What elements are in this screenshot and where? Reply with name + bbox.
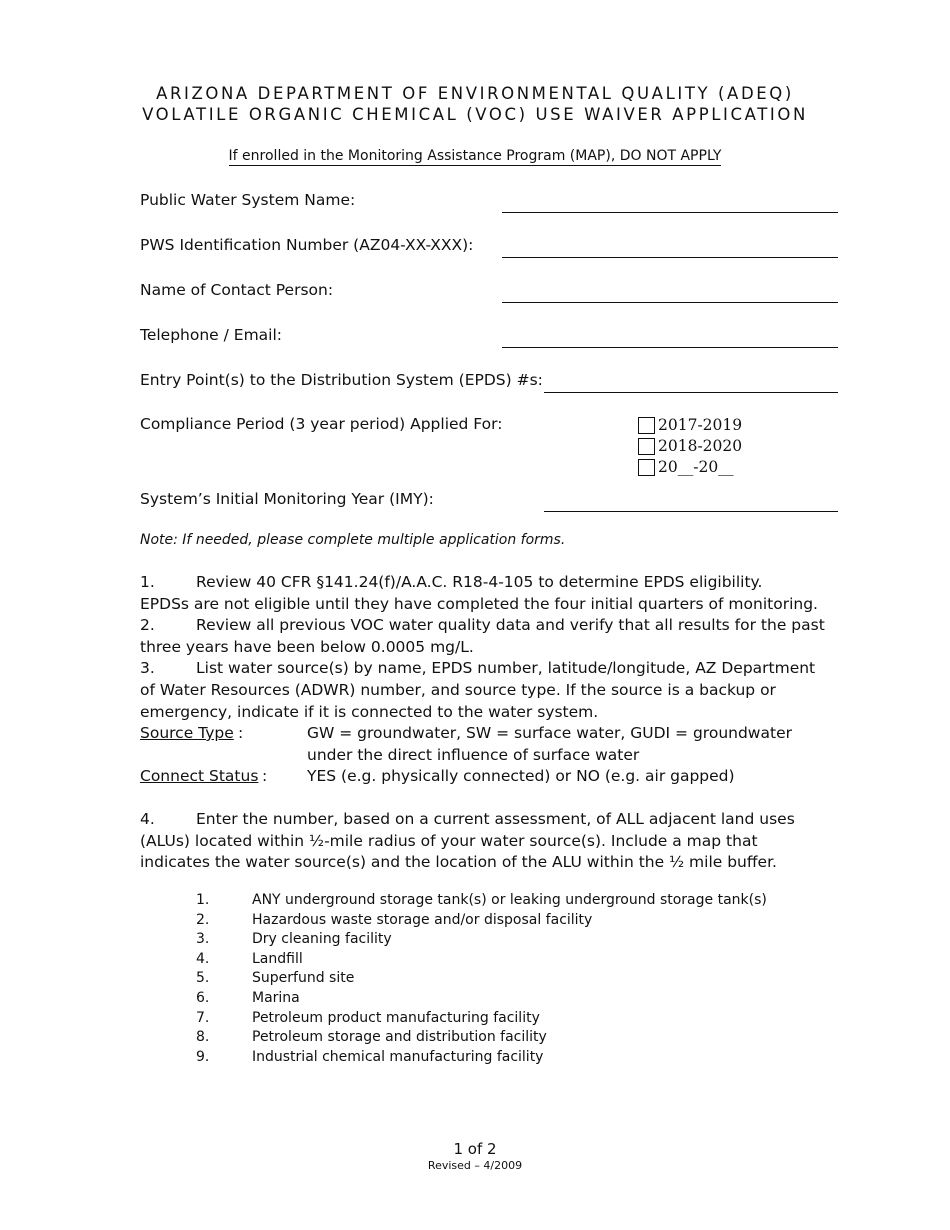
pws-id-label: PWS Identification Number (AZ04-XX-XXX):: [140, 236, 474, 254]
entry-points-field[interactable]: [544, 392, 838, 393]
instruction-4-cont: indicates the water source(s) and the location of the ALU within the ½ mile buffer.: [140, 853, 777, 872]
compliance-option[interactable]: [638, 436, 742, 456]
instruction-2: 2. Review all previous VOC water quality data and verify that all results for the past: [140, 616, 825, 635]
form-title: VOLATILE ORGANIC CHEMICAL (VOC) USE WAIVER APPLICATION: [142, 105, 808, 124]
instruction-3: 3. List water source(s) by name, EPDS number, latitude/longitude, AZ Department: [140, 659, 816, 678]
instruction-1: 1. Review 40 CFR §141.24(f)/A.A.C. R18-4-105 to determine EPDS eligibility.: [140, 573, 763, 591]
agency-title: ARIZONA DEPARTMENT OF ENVIRONMENTAL QUALITY (ADEQ): [156, 84, 794, 103]
connect-status-desc: YES (e.g. physically connected) or NO (e.g. air gapped): [307, 767, 735, 785]
system-name-field[interactable]: [502, 212, 838, 213]
telephone-email-field[interactable]: [502, 347, 838, 348]
compliance-checkbox-2017[interactable]: [638, 417, 655, 434]
instruction-2-cont: three years have been below 0.0005 mg/L.: [140, 637, 474, 656]
imy-field[interactable]: [544, 511, 838, 512]
instruction-4: 4. Enter the number, based on a current assessment, of ALL adjacent land uses: [140, 810, 795, 828]
map-warning-text: If enrolled in the Monitoring Assistance Program (MAP), DO NOT APPLY: [228, 148, 722, 164]
document-page: ARIZONA DEPARTMENT OF ENVIRONMENTAL QUALITY (ADEQ) VOLATILE ORGANIC CHEMICAL (VOC) USE WAIVER APPLICATION If enrolled in the Monitoring Assistance Program (MAP), DO NOT APPLY Public Water System Name: PWS Identification Number (AZ04-XX-XXX): Name of Contact Person: Telephone / Email: Entry Point(s) to the Distribution System (EPDS) #s: Compliance Period (3 year period) Applied For: 2017-2019 2018-2020 20__-20__ System’s Initial Monitoring Year (IMY): Note: If needed, please complete multiple application forms. 1. Review 40 CFR §141.24(f)/A.A.C. R18-4-105 to determine EPDS eligibility. EPDSs are not eligible until they have completed the four initial quarters of monitoring. 2. Review all previous VOC water quality data and verify that all results for the past three years have been below 0.0005 mg/L. 3. List water source(s) by name, EPDS number, latitude/longitude, AZ Department of Water Resources (ADWR) number, and source type. If the source is a backup or emergency, indicate if it is connected to the water system. Source Type : GW = groundwater, SW = surface water, GUDI = groundwater under the direct influence of surface water Connect Status : YES (e.g. physically connected) or NO (e.g. air gapped) 4. Enter the number, based on a current assessment, of ALL adjacent land uses (ALUs) located within ½-mile radius of your water source(s). Include a map that indicates the water source(s) and the location of the ALU within the ½ mile buffer. 1. ANY underground storage tank(s) or leaking underground storage tank(s) 2. Hazardous waste storage and/or disposal facility 3. Dry cleaning facility 4. Landfill 5. Superfund site 6. Marina 7. Petroleum product manufacturing facility 8. Petroleum storage and distribution facility 9. Industrial chemical manufacturing facility 1 of 2 Revised – 4/2009: [0, 0, 950, 1230]
instruction-4-block: [140, 809, 840, 874]
source-type-colon: :: [238, 724, 244, 742]
compliance-option-label: 2018-2020: [658, 437, 743, 455]
map-warning: [0, 148, 950, 164]
source-type-desc: GW = groundwater, SW = surface water, GUDI = groundwater under the direct influence of surface water: [307, 724, 792, 764]
source-type-term: Source Type: [140, 724, 234, 742]
compliance-checkbox-custom[interactable]: [638, 459, 655, 476]
telephone-email-label: Telephone / Email:: [140, 326, 283, 344]
compliance-checkbox-2018[interactable]: [638, 438, 655, 455]
compliance-option[interactable]: [638, 457, 734, 477]
connect-status-term: Connect Status: [140, 767, 259, 785]
pws-id-field[interactable]: [502, 257, 838, 258]
instruction-3-cont: emergency, indicate if it is connected to the water system.: [140, 702, 599, 721]
page-number: 1 of 2: [453, 1140, 497, 1158]
compliance-period-label: Compliance Period (3 year period) Applied For:: [140, 415, 503, 433]
connect-status-definition: [140, 766, 840, 788]
system-name-label: Public Water System Name:: [140, 191, 356, 209]
instruction-1-cont: EPDSs are not eligible until they have completed the four initial quarters of monitoring.: [140, 594, 818, 613]
revision-date: Revised – 4/2009: [427, 1159, 523, 1172]
instruction-4-cont: (ALUs) located within ½-mile radius of your water source(s). Include a map that: [140, 831, 758, 850]
instructions-1-3: [140, 572, 840, 723]
compliance-option-label: 20__-20__: [658, 458, 734, 476]
connect-status-colon: :: [262, 767, 268, 785]
multiple-forms-note: Note: If needed, please complete multiple application forms.: [140, 532, 566, 548]
contact-person-label: Name of Contact Person:: [140, 281, 334, 299]
contact-person-field[interactable]: [502, 302, 838, 303]
source-type-definition: [140, 723, 840, 767]
compliance-option-label: 2017-2019: [658, 416, 743, 434]
instruction-3-cont: of Water Resources (ADWR) number, and source type. If the source is a backup or: [140, 680, 776, 699]
imy-label: System’s Initial Monitoring Year (IMY):: [140, 490, 434, 508]
entry-points-label: Entry Point(s) to the Distribution System (EPDS) #s:: [140, 371, 543, 389]
compliance-option[interactable]: [638, 415, 742, 435]
